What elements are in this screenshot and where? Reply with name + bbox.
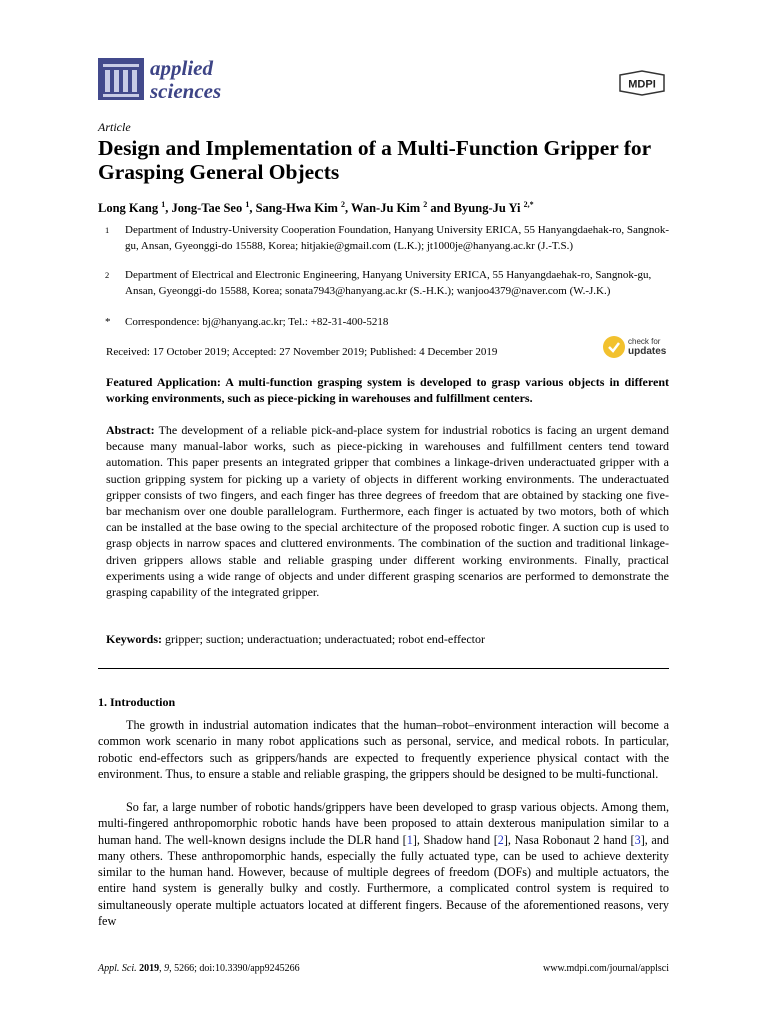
reference-link-3[interactable]: 3 bbox=[634, 832, 641, 847]
author-affiliation-sup: 2,* bbox=[523, 199, 534, 209]
intro-paragraph-2 bbox=[98, 799, 669, 929]
paper-title: Design and Implementation of a Multi-Function Gripper for Grasping General Objects bbox=[98, 136, 651, 184]
author-affiliation-sup: 1 bbox=[245, 199, 250, 209]
author-affiliation-sup: 2 bbox=[423, 199, 428, 209]
journal-url[interactable]: www.mdpi.com/journal/applsci bbox=[543, 963, 669, 974]
journal-name bbox=[150, 57, 221, 103]
journal-name-line2: sciences bbox=[150, 79, 222, 103]
journal-logo bbox=[98, 58, 144, 100]
affiliation-number: * bbox=[105, 316, 111, 328]
citation-year: 2019 bbox=[139, 963, 160, 974]
affiliation-text: Correspondence: bj@hanyang.ac.kr; Tel.: +82-31-400-5218 bbox=[125, 316, 389, 328]
author-list: Long Kang $^1$, Jong-Tae Seo $^1$, Sang-Hwa Kim $^2$, Wan-Ju Kim $^2$ and Byung-Ju Yi $^{2,*}$ bbox=[98, 199, 534, 215]
check-for-updates-badge[interactable] bbox=[603, 336, 673, 362]
citation-rest: , 5266; doi:10.3390/app9245266 bbox=[169, 963, 300, 974]
author-name: Long Kang bbox=[98, 201, 162, 215]
paragraph-text: ], and many others. These anthropomorphic hands, especially the fully actuated type, can be used to achieve dexterity similar to the human hand. However, because of multiple degrees of freedom (DOFs) and multiple actuators, the entire hand system is generally bulky and costly. Furthermore, a complicated control system is required to simultaneously operate multiple actuators located at different fingers. Because of the aforementioned reasons, very few bbox=[98, 832, 669, 929]
keywords bbox=[106, 631, 669, 647]
keywords-text: gripper; suction; underactuation; underactuated; robot end-effector bbox=[165, 632, 485, 646]
author-affiliation-sup: 2 bbox=[341, 199, 346, 209]
affiliation-text: Department of Industry-University Cooperation Foundation, Hanyang University ERICA, 55 Hanyangdaehak-ro, Sangnok-gu, Ansan, Gyeonggi-do 15588, Korea; hitjakie@gmail.com (L.K.); jt1000je@hanyang.ac.kr (J.-T.S.) bbox=[125, 224, 670, 252]
check-icon bbox=[603, 336, 625, 358]
paragraph-text: So far, a large number of robotic hands/grippers have been developed to grasp various objects. Among them, multi-fingered anthropomorphic robotic hands have been proposed to attain dexterous manipulation similar to a human hand. The well-known designs include the DLR hand [ bbox=[98, 800, 669, 847]
publication-dates: Received: 17 October 2019; Accepted: 27 November 2019; Published: 4 December 2019 bbox=[106, 346, 498, 358]
section-divider bbox=[98, 668, 669, 669]
reference-link-1[interactable]: 1 bbox=[406, 832, 413, 847]
section-heading: 1. Introduction bbox=[98, 695, 176, 709]
updates-label: updates bbox=[628, 346, 667, 357]
journal-name-line1: applied bbox=[150, 56, 213, 80]
mdpi-logo bbox=[616, 70, 668, 96]
citation-footer: Appl. Sci. 2019, 9, 5266; doi:10.3390/app9245266 bbox=[98, 963, 300, 974]
article-type: Article bbox=[98, 120, 131, 134]
publisher-name: MDPI bbox=[628, 78, 656, 91]
abstract-text: The development of a reliable pick-and-place system for industrial robotics is facing an urgent demand because many manual-labor works, such as piece-picking in warehouses and fulfillment centers tend toward automation. This paper presents an integrated gripper that combines a linkage-driven underactuated gripper with a suction gripping system for picking up a variety of objects in different working environments. The underactuated gripper consists of two fingers, and each finger has three degrees of freedom that are obtained by stacking one five-bar mechanism over one double parallelogram. Furthermore, each finger is actuated by two motors, both of which can be installed at the base owing to the special architecture of the proposed robotic finger. A suction cup is used to grasp objects in narrow spaces and cluttered environments. The combination of the suction and traditional linkage-driven grippers allows stable and reliable grasping under different working environments. Finally, practical experiments using a wide range of objects and under different grasping scenarios are performed to demonstrate the grasping capability of the integrated gripper. bbox=[106, 423, 669, 600]
check-label: check for bbox=[628, 337, 661, 346]
affiliation-text: Department of Electrical and Electronic Engineering, Hanyang University ERICA, 55 Hanyangdaehak-ro, Sangnok-gu, Ansan, Gyeonggi-do 15588, Korea; sonata7943@hanyang.ac.kr (S.-H.K.); wanjoo4379@naver.com (W.-J.K.) bbox=[125, 269, 652, 297]
affiliation-number: 2 bbox=[105, 270, 110, 280]
author-name: Sang-Hwa Kim bbox=[255, 201, 342, 215]
author-name: Byung-Ju Yi bbox=[453, 201, 524, 215]
featured-application: Featured Application: A multi-function grasping system is developed to grasp various objects in different working environments, such as piece-picking in warehouses and fulfillment centers. bbox=[106, 375, 669, 406]
journal-abbr: Appl. Sci. bbox=[98, 963, 137, 974]
affiliation-number: 1 bbox=[105, 225, 110, 235]
abstract bbox=[106, 422, 669, 600]
author-name: Wan-Ju Kim bbox=[351, 201, 424, 215]
author-affiliation-sup: 1 bbox=[161, 199, 166, 209]
abstract-label: Abstract: bbox=[106, 423, 155, 437]
author-name: Jong-Tae Seo bbox=[171, 201, 246, 215]
citation-volume: 9 bbox=[164, 963, 170, 974]
keywords-label: Keywords: bbox=[106, 632, 162, 646]
intro-paragraph-1: The growth in industrial automation indicates that the human–robot–environment interaction will become a common work scenario in many robot applications such as personal, service, and medical robots. In particular, robotic end-effectors such as grippers/hands are expected to frequently experience physical contact with the environment. Thus, to ensure a stable and reliable grasping, the grippers should be designed to be multi-functional. bbox=[98, 718, 669, 781]
paragraph-text: ], Nasa Robonaut 2 hand [ bbox=[503, 832, 635, 847]
paragraph-text: ], Shadow hand [ bbox=[412, 832, 498, 847]
reference-link-2[interactable]: 2 bbox=[497, 832, 504, 847]
mdpi-logo-icon bbox=[616, 70, 668, 96]
